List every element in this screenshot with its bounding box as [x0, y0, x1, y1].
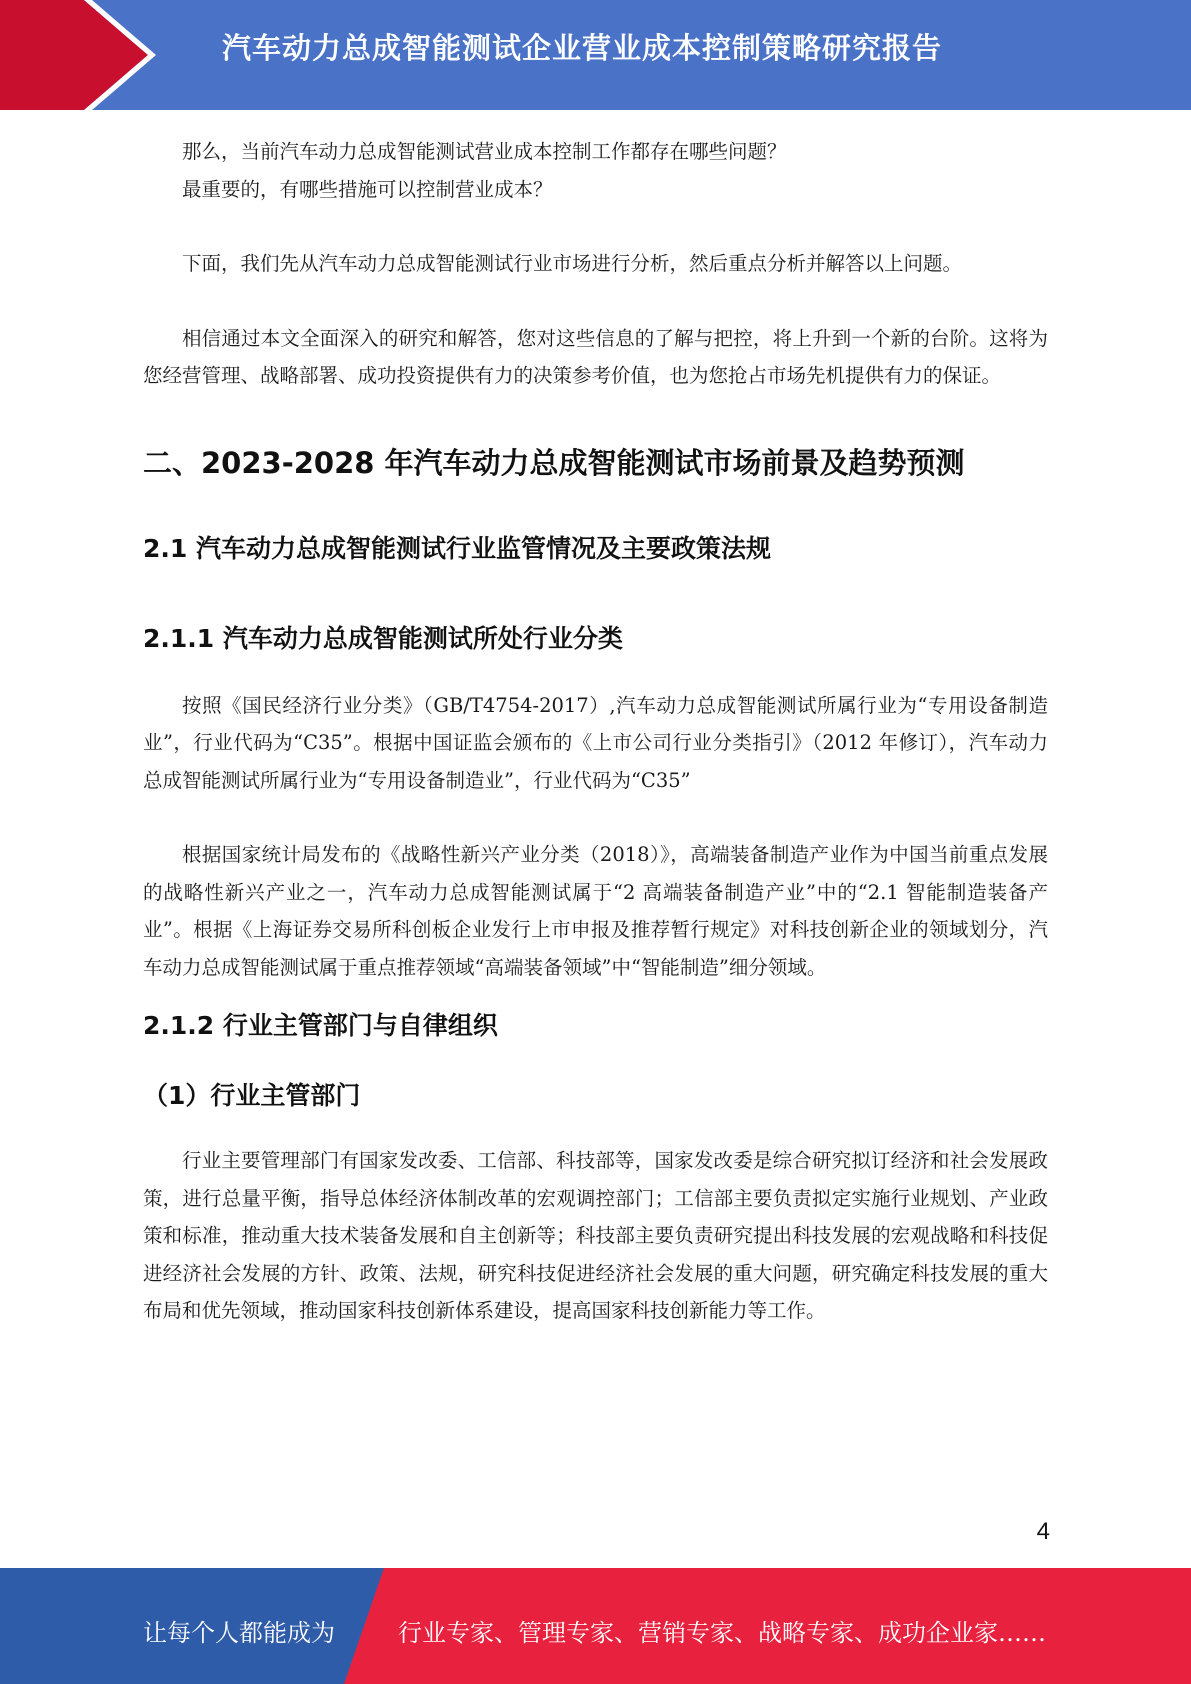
paragraph: 按照《国民经济行业分类》（GB/T4754-2017）,汽车动力总成智能测试所属行业为“专用设备制造业”，行业代码为“C35”。根据中国证监会颁布的《上市公司行业分类指引》（2012 年修订），汽车动力总成智能测试所属行业为“专用设备制造业”，行业代码为“C35”: [143, 693, 1048, 792]
paragraph: 下面，我们先从汽车动力总成智能测试行业市场进行分析，然后重点分析并解答以上问题。: [182, 252, 963, 275]
footer-slogan-right: 行业专家、管理专家、营销专家、战略专家、成功企业家……: [398, 1619, 1046, 1647]
paragraph: 那么，当前汽车动力总成智能测试营业成本控制工作都存在哪些问题？: [182, 140, 787, 163]
header-title: 汽车动力总成智能测试企业营业成本控制策略研究报告: [222, 31, 943, 65]
page-header: [0, 0, 1191, 110]
page-number: 4: [1036, 1518, 1050, 1545]
paragraph: 行业主要管理部门有国家发改委、工信部、科技部等，国家发改委是综合研究拟订经济和社会发展政策，进行总量平衡，指导总体经济体制改革的宏观调控部门；工信部主要负责拟定实施行业规划、产业政策和标准，推动重大技术装备发展和自主创新等；科技部主要负责研究提出科技发展的宏观战略和科技促进经济社会发展的方针、政策、法规，研究科技促进经济社会发展的重大问题，研究确定科技发展的重大布局和优先领域，推动国家科技创新体系建设，提高国家科技创新能力等工作。: [143, 1149, 1048, 1322]
subheading: （1）行业主管部门: [143, 1081, 361, 1110]
section-heading: 二、2023-2028 年汽车动力总成智能测试市场前景及趋势预测: [143, 445, 965, 480]
paragraph: 根据国家统计局发布的《战略性新兴产业分类（2018）》，高端装备制造产业作为中国当前重点发展的战略性新兴产业之一，汽车动力总成智能测试属于“2 高端装备制造产业”中的“2.1 智能制造装备产业”。根据《上海证券交易所科创板企业发行上市申报及推荐暂行规定》对科技创新企业的领域划分，汽车动力总成智能测试属于重点推荐领域“高端装备领域”中“智能制造”细分领域。: [143, 843, 1048, 979]
subsection-heading: 2.1.2 行业主管部门与自律组织: [143, 1011, 498, 1040]
subsection-heading: 2.1 汽车动力总成智能测试行业监管情况及主要政策法规: [143, 533, 771, 563]
paragraph: 最重要的，有哪些措施可以控制营业成本？: [182, 177, 553, 201]
paragraph: 相信通过本文全面深入的研究和解答，您对这些信息的了解与把控，将上升到一个新的台阶。这将为您经营管理、战略部署、成功投资提供有力的决策参考价值，也为您抢占市场先机提供有力的保证。: [143, 326, 1048, 387]
document-body: [143, 133, 1048, 1330]
page-footer: [0, 1568, 1191, 1684]
subsection-heading: 2.1.1 汽车动力总成智能测试所处行业分类: [143, 623, 623, 653]
footer-slogan-left: 让每个人都能成为: [143, 1619, 335, 1647]
